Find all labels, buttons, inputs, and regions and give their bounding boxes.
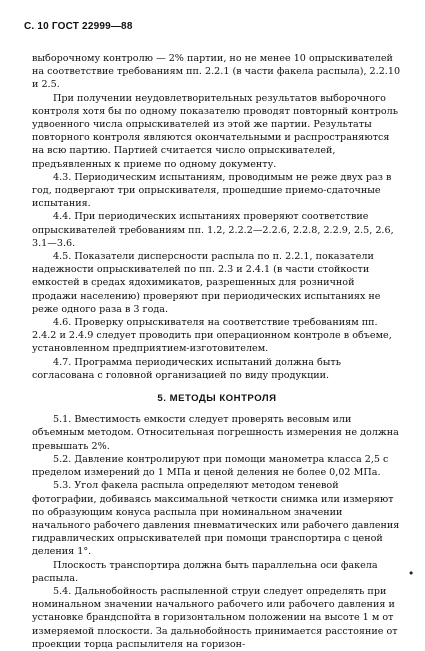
paragraph-4-4: 4.4. При периодических испытаниях проверяют соответствие опрыскивателей требованиям пп. 1.2, 2.2.2—2.2.6, 2.2.8, 2.2.9, 2.5, 2.6, 3.1—3.6. (32, 211, 394, 249)
paragraph-protractor: Плоскость транспортира должна быть параллельна оси факела распыла. (32, 559, 378, 584)
paragraph-5-2: 5.2. Давление контролируют при помощи манометра класса 2,5 с пределом измерений до 1 МПа и ценой деления не более 0,02 МПа. (32, 453, 389, 479)
page-body (32, 52, 402, 651)
paragraph-5-4: 5.4. Дальнобойность распыленной струи следует определять при номинальном значении начального рабочего или рабочего давления и установке брандспойта в горизонтальном положении на высоте 1 м от измеряемой плоскости. За дальнобойность принимается расстояние от проекции торца распылителя на горизон- (32, 585, 398, 650)
paragraph-4-3: 4.3. Периодическим испытаниям, проводимым не реже двух раз в год, подвергают три опрыскивателя, прошедшие приемо-сдаточные испытания. (32, 171, 392, 210)
margin-mark: • (406, 566, 416, 581)
paragraph-4-6: 4.6. Проверку опрыскивателя на соответствие требованиям пп. 2.4.2 и 2.4.9 следует проводить при операционном контроле в объеме, установленном предприятием-изготовителем. (32, 317, 392, 355)
paragraph-4-5: 4.5. Показатели дисперсности распыла по п. 2.2.1, показатели надежности опрыскивателей по пп. 2.3 и 2.4.1 (в части стойкости емкостей в средах ядохимикатов, разрешенных для розничной продажи населению) проверяют при периодических испытаниях не реже одного раза в 3 года. (32, 251, 381, 315)
paragraph-repeat-control: При получении неудовлетворительных результатов выборочного контроля хотя бы по одному показателю проводят повторный контроль удвоенного числа опрыскивателей из этой же партии. Результаты повторного контроля являются окончательными и распространяются на всю партию. Партией считается число опрыскивателей, предъявленных к приеме по одному документу. (32, 92, 398, 170)
paragraph-5-1: 5.1. Вместимость емкости следует проверять весовым или объемным методом. Относительная погрешность измерения не должна превышать 2%. (32, 414, 399, 452)
page-header: С. 10 ГОСТ 22999—88 (24, 21, 133, 32)
paragraph-5-3: 5.3. Угол факела распыла определяют методом теневой фотографии, добиваясь максимальной четкости снимка или измеряют по образующим конуса распыла при номинальном значении начального рабочего давления пневматических или рабочего давления гидравлических опрыскивателей при помощи транспортира с ценой деления 1°. (32, 480, 400, 558)
paragraph-continuation: выборочному контролю — 2% партии, но не менее 10 опрыскивателей на соответствие требованиям пп. 2.2.1 (в части факела распыла), 2.2.10 и 2.5. (32, 53, 401, 91)
section-title: 5. МЕТОДЫ КОНТРОЛЯ (157, 393, 277, 405)
paragraph-4-7: 4.7. Программа периодических испытаний должна быть согласована с головной организацией по виду продукции. (32, 356, 341, 381)
